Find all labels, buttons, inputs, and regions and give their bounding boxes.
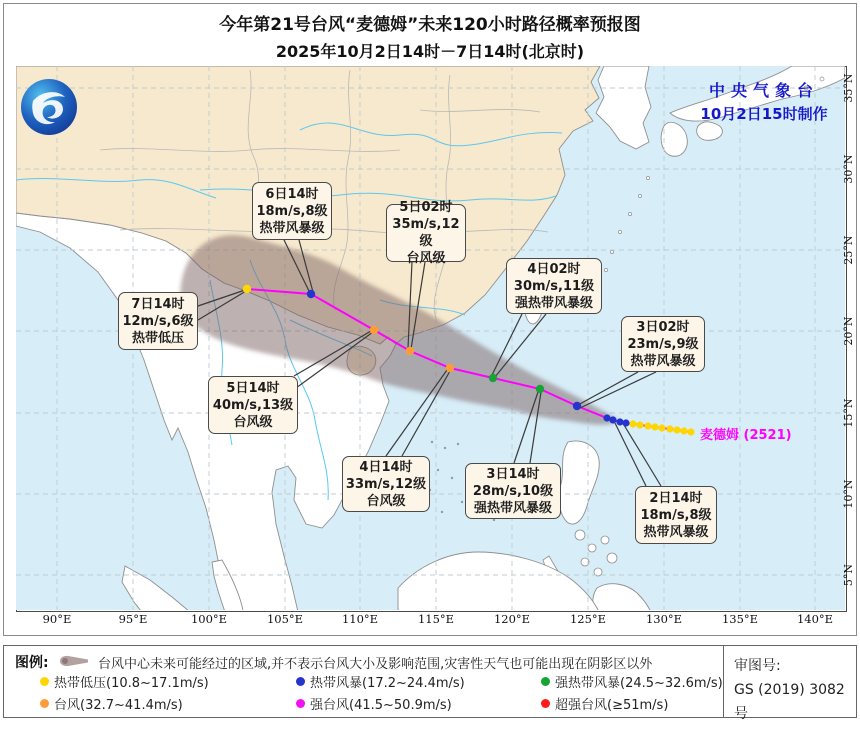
callout-line: 28m/s,10级 xyxy=(472,483,554,499)
callout-line: 35m/s,12级 xyxy=(392,217,460,249)
title-block xyxy=(0,10,860,62)
legend-divider xyxy=(723,646,724,717)
callout-line: 18m/s,8级 xyxy=(256,203,328,219)
legend-item-label: 热带风暴(17.2~24.4m/s) xyxy=(310,676,465,691)
legend-item-label: 强热带风暴(24.5~32.6m/s) xyxy=(555,676,723,691)
latitude-label: 30°N xyxy=(842,154,855,184)
forecast-track-point xyxy=(307,290,315,298)
observed-track-point xyxy=(636,421,643,428)
callout-line: 4日14时 xyxy=(359,459,413,475)
longitude-label: 115°E xyxy=(417,612,455,626)
legend-item xyxy=(296,672,465,691)
intensity-dot-icon xyxy=(40,677,49,686)
cma-logo xyxy=(19,77,79,137)
observed-track-point xyxy=(616,418,623,425)
legend-item xyxy=(541,694,668,713)
observed-track-point xyxy=(629,420,636,427)
legend-item-label: 热带低压(10.8~17.1m/s) xyxy=(54,676,209,691)
longitude-label: 125°E xyxy=(569,612,607,626)
forecast-callout xyxy=(118,292,198,350)
forecast-track-point xyxy=(446,364,454,372)
callout-line: 热带低压 xyxy=(131,330,184,346)
forecast-track-point xyxy=(536,385,544,393)
callout-line: 5日14时 xyxy=(226,380,280,396)
forecast-callout xyxy=(506,258,602,314)
callout-line: 热带风暴级 xyxy=(643,524,709,540)
callout-line: 台风级 xyxy=(366,493,406,509)
latitude-label: 15°N xyxy=(842,398,855,428)
callout-line: 强热带风暴级 xyxy=(473,500,552,516)
observed-track-point xyxy=(666,425,673,432)
latitude-label: 10°N xyxy=(842,479,855,509)
credit-block xyxy=(690,78,838,124)
observed-track-point xyxy=(673,426,680,433)
latitude-label: 35°N xyxy=(842,73,855,103)
cone-icon xyxy=(58,654,92,668)
legend-title: 图例: xyxy=(15,655,49,671)
longitude-label: 90°E xyxy=(42,612,72,626)
observed-track-point xyxy=(687,428,694,435)
forecast-track-point xyxy=(489,374,497,382)
page-subtitle: 2025年10月2日14时－7日14时(北京时) xyxy=(275,42,585,61)
map-review-number xyxy=(734,654,856,726)
callout-line: 40m/s,13级 xyxy=(212,397,294,413)
agency-name: 中央气象台 xyxy=(708,81,819,100)
forecast-track-point xyxy=(406,347,414,355)
legend-item-label: 超强台风(≥51m/s) xyxy=(555,698,669,713)
longitude-label: 130°E xyxy=(645,612,683,626)
callout-line: 6日14时 xyxy=(265,186,319,202)
intensity-dot-icon xyxy=(296,699,305,708)
observed-track-point xyxy=(622,419,629,426)
observed-track-point xyxy=(603,414,610,421)
observed-track-point xyxy=(651,423,658,430)
intensity-dot-icon xyxy=(541,677,550,686)
longitude-label: 140°E xyxy=(796,612,834,626)
callout-line: 热带风暴级 xyxy=(630,353,696,369)
legend-panel xyxy=(3,645,857,722)
callout-line: 23m/s,9级 xyxy=(627,336,699,352)
legend-item xyxy=(40,672,209,691)
issue-time: 10月2日15时制作 xyxy=(700,105,828,123)
legend-note: 台风中心未来可能经过的区域,并不表示台风大小及影响范围,灾害性天气也可能出现在阴影区以外 xyxy=(98,657,653,672)
intensity-dot-icon xyxy=(40,699,49,708)
forecast-track-point xyxy=(573,402,581,410)
legend-item-label: 强台风(41.5~50.9m/s) xyxy=(310,698,452,713)
intensity-dot-icon xyxy=(541,699,550,708)
latitude-label: 5°N xyxy=(842,563,855,587)
legend-item xyxy=(541,672,723,691)
forecast-track-point xyxy=(370,326,378,334)
forecast-callout xyxy=(621,316,705,372)
callout-line: 12m/s,6级 xyxy=(122,313,194,329)
forecast-callout xyxy=(252,182,332,240)
callout-line: 7日14时 xyxy=(131,296,185,312)
callout-line: 强热带风暴级 xyxy=(514,295,593,311)
longitude-label: 105°E xyxy=(266,612,304,626)
longitude-label: 100°E xyxy=(190,612,228,626)
callout-line: 3日14时 xyxy=(486,466,540,482)
callout-line: 4日02时 xyxy=(527,261,581,277)
callout-line: 2日14时 xyxy=(649,490,703,506)
forecast-callout xyxy=(635,486,717,544)
callout-line: 5日02时 xyxy=(399,200,453,215)
callout-line: 33m/s,12级 xyxy=(345,476,427,492)
forecast-callout xyxy=(386,200,466,266)
callout-line: 3日02时 xyxy=(636,319,690,335)
observed-track-point xyxy=(658,424,665,431)
longitude-label: 135°E xyxy=(721,612,759,626)
callout-line: 台风级 xyxy=(233,414,273,430)
forecast-callout xyxy=(465,463,561,519)
latitude-label: 25°N xyxy=(842,235,855,265)
latitude-label: 20°N xyxy=(842,316,855,346)
legend-item xyxy=(40,694,183,713)
legend-item xyxy=(296,694,452,713)
callout-line: 台风级 xyxy=(406,251,446,266)
storm-name-label: 麦德姆 (2521) xyxy=(700,428,792,443)
longitude-label: 110°E xyxy=(341,612,379,626)
longitude-label: 120°E xyxy=(493,612,531,626)
legend-item-label: 台风(32.7~41.4m/s) xyxy=(54,698,183,713)
observed-track-point xyxy=(680,427,687,434)
review-label: 审图号: xyxy=(734,658,781,674)
callout-line: 30m/s,11级 xyxy=(513,278,595,294)
callout-line: 热带风暴级 xyxy=(259,220,325,236)
forecast-callout xyxy=(208,376,298,434)
page-title: 今年第21号台风“麦德姆”未来120小时路径概率预报图 xyxy=(219,15,641,35)
intensity-dot-icon xyxy=(296,677,305,686)
review-value: GS (2019) 3082号 xyxy=(734,682,845,722)
forecast-track-point xyxy=(243,285,251,293)
longitude-label: 95°E xyxy=(118,612,148,626)
forecast-callout xyxy=(342,456,430,512)
callout-line: 18m/s,8级 xyxy=(640,507,712,523)
observed-track-point xyxy=(644,422,651,429)
